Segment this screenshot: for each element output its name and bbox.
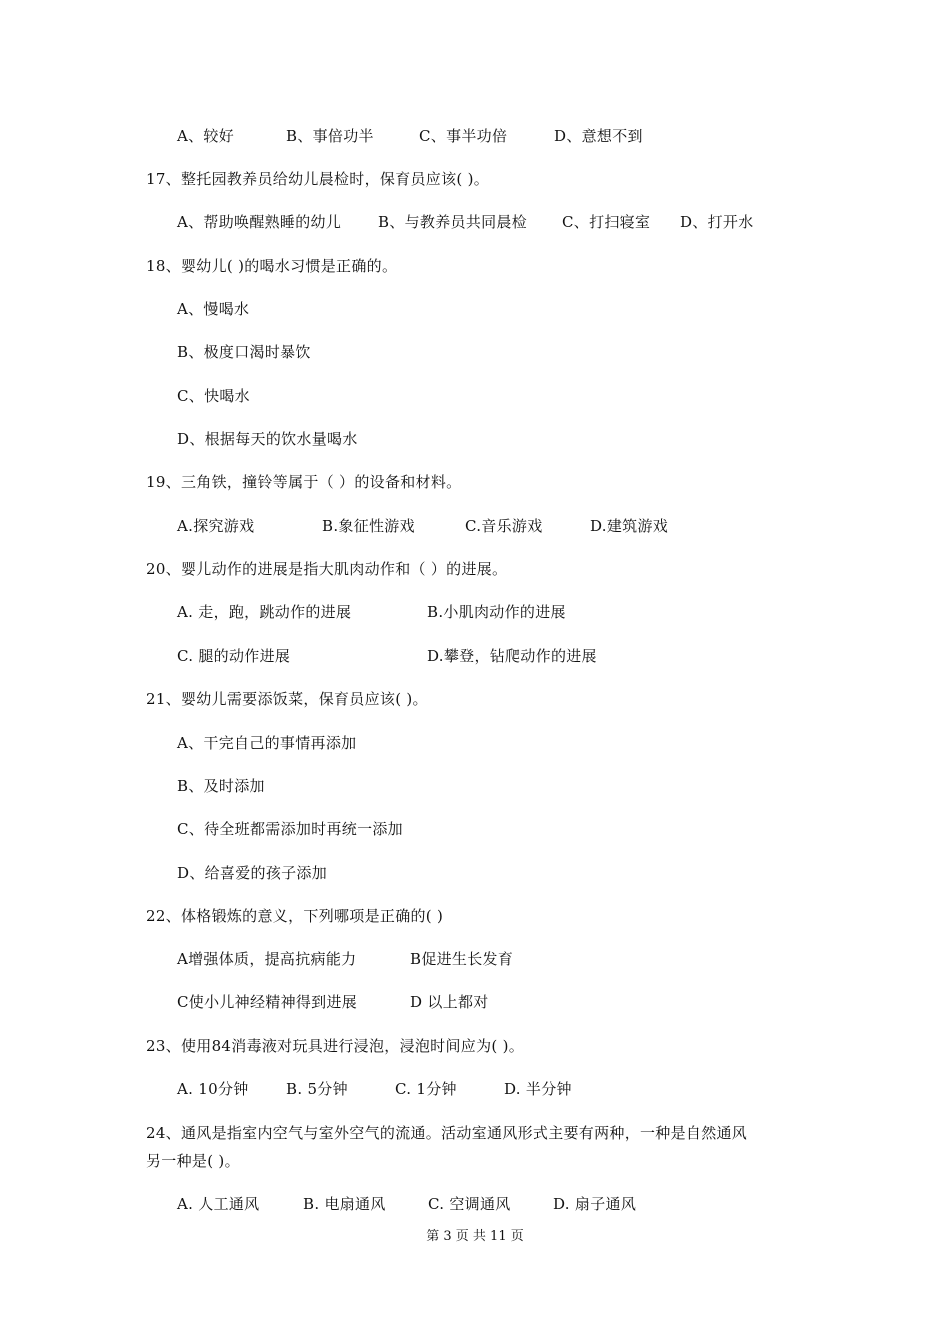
option-a: A、干完自己的事情再添加	[177, 734, 357, 752]
option-c: C、快喝水	[177, 387, 250, 405]
option-b: B、与教养员共同晨检	[378, 213, 528, 231]
option-d: D.建筑游戏	[590, 517, 669, 535]
option-a: A. 人工通风	[177, 1195, 260, 1213]
page-number-footer: 第 3 页 共 11 页	[426, 1229, 524, 1244]
question-20-stem: 20、婴儿动作的进展是指大肌肉动作和（ ）的进展。	[146, 560, 508, 578]
option-d: D.攀登，钻爬动作的进展	[427, 647, 597, 665]
option-c: C使小儿神经精神得到进展	[177, 993, 358, 1011]
option-a: A、慢喝水	[177, 300, 250, 318]
option-b: B. 5分钟	[286, 1080, 348, 1098]
option-a: A. 走，跑，跳动作的进展	[177, 603, 352, 621]
option-d: D、给喜爱的孩子添加	[177, 864, 328, 882]
question-17-stem: 17、整托园教养员给幼儿晨检时，保育员应该( )。	[146, 170, 490, 188]
option-a: A、帮助唤醒熟睡的幼儿	[177, 213, 342, 231]
option-d: D. 半分钟	[504, 1080, 572, 1098]
option-a: A. 10分钟	[177, 1080, 249, 1098]
option-c: C. 空调通风	[428, 1195, 511, 1213]
option-b: B. 电扇通风	[303, 1195, 386, 1213]
question-18-stem: 18、婴幼儿( )的喝水习惯是正确的。	[146, 257, 398, 275]
option-d: D 以上都对	[410, 993, 489, 1011]
question-21-stem: 21、婴幼儿需要添饭菜，保育员应该( )。	[146, 690, 428, 708]
option-c: C. 1分钟	[395, 1080, 457, 1098]
option-a: A.探究游戏	[177, 517, 255, 535]
option-b: B、及时添加	[177, 777, 265, 795]
option-b: B、极度口渴时暴饮	[177, 343, 311, 361]
option-a: A、较好	[177, 127, 235, 145]
question-23-stem: 23、使用84消毒液对玩具进行浸泡，浸泡时间应为( )。	[146, 1037, 525, 1055]
question-24-stem-line-2: 另一种是( )。	[146, 1152, 240, 1170]
option-c: C、打扫寝室	[562, 213, 651, 231]
option-c: C. 腿的动作进展	[177, 647, 291, 665]
option-d: D. 扇子通风	[553, 1195, 637, 1213]
option-b: B.小肌肉动作的进展	[427, 603, 566, 621]
option-c: C、事半功倍	[419, 127, 508, 145]
option-b: B促进生长发育	[410, 950, 514, 968]
question-22-stem: 22、体格锻炼的意义，下列哪项是正确的( )	[146, 907, 444, 925]
question-19-stem: 19、三角铁，撞铃等属于（ ）的设备和材料。	[146, 473, 462, 491]
option-c: C.音乐游戏	[465, 517, 543, 535]
option-b: B.象征性游戏	[322, 517, 415, 535]
option-d: D、根据每天的饮水量喝水	[177, 430, 358, 448]
question-24-stem-line-1: 24、通风是指室内空气与室外空气的流通。活动室通风形式主要有两种，一种是自然通风	[146, 1124, 748, 1142]
option-d: D、打开水	[680, 213, 754, 231]
option-c: C、待全班都需添加时再统一添加	[177, 820, 403, 838]
option-a: A增强体质，提高抗病能力	[177, 950, 357, 968]
option-d: D、意想不到	[554, 127, 643, 145]
option-b: B、事倍功半	[286, 127, 374, 145]
